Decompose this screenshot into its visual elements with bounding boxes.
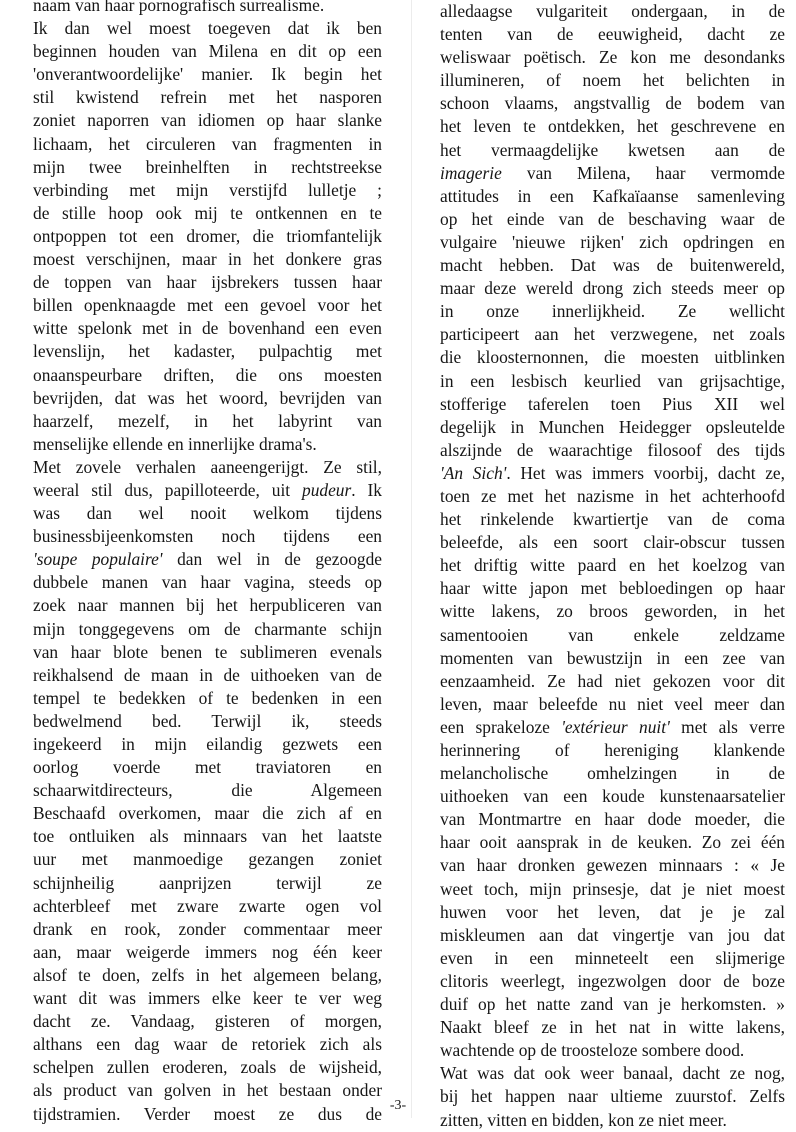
text-line [33, 133, 382, 156]
text-segment: schelpen zullen eroderen, zoals de wijsheid, [33, 1057, 382, 1078]
text-segment: op het einde van de beschaving waar de [440, 208, 785, 229]
italic-text: 'An Sich' [440, 462, 507, 483]
text-segment: tenten van de eeuwigheid, dacht ze [440, 24, 785, 45]
text-segment: tempel te bedekken of te bedenken in een [33, 687, 382, 708]
text-segment: beleefde, als een soort clair-obscur tussen [440, 532, 785, 553]
text-line [440, 716, 785, 739]
text-line [33, 456, 382, 479]
text-line [440, 439, 785, 462]
text-segment: samentooien van enkele zeldzame [440, 624, 785, 645]
text-line [440, 577, 785, 600]
text-line [33, 156, 382, 179]
text-line [440, 69, 785, 92]
text-line [33, 733, 382, 756]
text-segment: schaarwitdirecteurs, die Algemeen [33, 780, 382, 801]
text-segment: drank en rook, zonder commentaar meer [33, 918, 382, 939]
text-segment: billen openknaagde met een gevoel voor het [33, 295, 382, 316]
text-segment: in een lesbisch keurlied van grijsachtige, [440, 370, 785, 391]
text-segment: stil kwistend refrein met het nasporen [33, 87, 382, 108]
right-text-column [440, 0, 785, 1132]
page-number: -3- [389, 1098, 407, 1113]
text-segment: weeral stil dus, papilloteerde, uit [33, 479, 302, 500]
text-line [440, 901, 785, 924]
text-line [440, 162, 785, 185]
text-segment: duif op het natte zand van je herkomsten. » [440, 994, 785, 1015]
text-segment: mijn twee breinhelften in rechtstreekse [33, 156, 382, 177]
text-line [440, 739, 785, 762]
text-line [440, 670, 785, 693]
text-line [440, 23, 785, 46]
text-line [33, 525, 382, 548]
text-line [33, 618, 382, 641]
text-line [440, 416, 785, 439]
text-line [33, 1033, 382, 1056]
text-segment: althans een dag waar de retoriek zich als [33, 1034, 382, 1055]
text-line [33, 872, 382, 895]
text-segment: uur met manmoedige gezangen zoniet [33, 849, 382, 870]
text-line [440, 878, 785, 901]
text-line [440, 139, 785, 162]
text-line [440, 808, 785, 831]
text-segment: bevrijden, dat was het woord, bevrijden van [33, 387, 382, 408]
text-segment: toen ze met het nazisme in het achterhoofd [440, 485, 785, 506]
text-line [33, 1010, 382, 1033]
text-segment: momenten van bewustzijn in een zee van [440, 647, 785, 668]
text-segment: toe ontluiken als minnaars van het laatste [33, 826, 382, 847]
text-line [33, 1056, 382, 1079]
text-line [440, 508, 785, 531]
italic-text: imagerie [440, 162, 502, 183]
text-segment: ontpoppen tot een dromer, die triomfantelijk [33, 225, 382, 246]
text-line [440, 462, 785, 485]
text-line [440, 485, 785, 508]
text-segment: bedwelmend bed. Terwijl ik, steeds [33, 710, 382, 731]
text-line [33, 202, 382, 225]
text-line [440, 831, 785, 854]
text-segment: menselijke ellende en innerlijke drama's. [33, 433, 317, 454]
text-segment: aan, maar weigerde immers nog één keer [33, 941, 382, 962]
text-segment: zitten, vitten en bidden, kon ze niet meer. [440, 1109, 727, 1130]
text-line [440, 924, 785, 947]
text-line [33, 848, 382, 871]
text-segment: clitoris weerlegt, ingezwolgen door de boze [440, 970, 785, 991]
text-segment: in onze innerlijkheid. Ze wellicht [440, 301, 785, 322]
text-segment: weliswaar poëtisch. Ze kon me desondanks [440, 47, 785, 68]
text-line [440, 323, 785, 346]
text-segment: naam van haar pornografisch surrealisme. [33, 0, 325, 15]
text-line [33, 756, 382, 779]
text-segment: het driftig witte paard en het koelzog van [440, 555, 785, 576]
text-line [33, 571, 382, 594]
text-segment: ingekeerd in mijn eilandig gezwets een [33, 734, 382, 754]
text-segment: beginnen houden van Milena en dit op een [33, 41, 382, 62]
text-line [33, 317, 382, 340]
text-line [33, 779, 382, 802]
text-line [33, 387, 382, 410]
text-segment: schoon vlaams, angstvallig de bodem van [440, 93, 785, 114]
text-segment: maar deze wereld drong zich steeds meer op [440, 278, 785, 299]
text-segment: van haar blote benen te sublimeren evenals [33, 641, 382, 662]
text-segment: Naakt bleef ze in het nat in witte lakens, [440, 1017, 785, 1038]
text-line [440, 647, 785, 670]
text-line [440, 993, 785, 1016]
text-segment: als product van golven in het bestaan onder [33, 1080, 382, 1101]
text-segment: businessbijeenkomsten noch tijdens een [33, 526, 382, 547]
text-line [33, 502, 382, 525]
text-line [440, 947, 785, 970]
text-segment: wachtende op de troosteloze sombere dood. [440, 1040, 745, 1061]
text-segment: alledaagse vulgariteit ondergaan, in de [440, 1, 785, 21]
text-segment: participeert aan het verzwegene, net zoals [440, 324, 785, 345]
text-segment: schijnheilig aanprijzen terwijl ze [33, 872, 382, 893]
text-line [33, 941, 382, 964]
text-segment: dubbele manen van haar vagina, steeds op [33, 572, 382, 593]
text-segment: Wat was dat ook weer banaal, dacht ze nog, [440, 1063, 785, 1084]
text-line [440, 300, 785, 323]
italic-text: 'extérieur nuit' [561, 716, 670, 737]
text-line [33, 86, 382, 109]
text-line [440, 346, 785, 369]
text-line [440, 46, 785, 69]
text-line [33, 918, 382, 941]
text-line [33, 109, 382, 132]
text-segment: Ik dan wel moest toegeven dat ik ben [33, 18, 382, 39]
text-line [33, 17, 382, 40]
text-segment: van haar dronken gewezen minnaars : « Je [440, 855, 785, 876]
text-segment: vulgaire 'nieuwe rijken' zich opdringen en [440, 231, 785, 252]
text-segment: van Milena, haar vermomde [501, 162, 785, 183]
text-segment: tijdstramien. Verder moest ze dus de [33, 1103, 382, 1124]
text-line [440, 785, 785, 808]
text-segment: weet toch, mijn prinsesje, dat je niet moest [440, 878, 785, 899]
text-segment: even in een minneteelt een slijmerige [440, 947, 785, 968]
italic-text: pudeur [302, 479, 352, 500]
text-line [33, 271, 382, 294]
text-line [440, 554, 785, 577]
text-segment: verbinding met mijn verstijfd lulletje ; [33, 179, 382, 200]
text-line [33, 825, 382, 848]
text-line [33, 63, 382, 86]
text-line [33, 687, 382, 710]
text-segment: dan wel in de gezoogde [162, 549, 382, 570]
text-segment: reikhalsend de maan in de uithoeken van de [33, 664, 382, 685]
text-line [33, 479, 382, 502]
text-segment: haar witte japon met bebloedingen op haar [440, 578, 785, 599]
text-line [440, 370, 785, 393]
text-segment: leven, maar beleefde nu niet veel meer dan [440, 693, 785, 714]
text-segment: macht hebben. Dat was de buitenwereld, [440, 255, 785, 276]
text-line [440, 970, 785, 993]
text-line [33, 895, 382, 918]
text-segment: . Het was immers voorbij, dacht ze, [506, 462, 786, 483]
text-line [440, 531, 785, 554]
text-segment: melancholische omhelzingen in de [440, 763, 785, 784]
text-line [440, 854, 785, 877]
text-line [33, 987, 382, 1010]
text-line [440, 762, 785, 785]
text-line [440, 185, 785, 208]
text-segment: huwen voor het leven, dat je je zal [440, 901, 785, 922]
text-segment: want dit was immers elke keer te ver weg [33, 988, 382, 1009]
text-line [33, 802, 382, 825]
text-segment: dacht ze. Vandaag, gisteren of morgen, [33, 1011, 382, 1032]
text-segment: uithoeken van een koude kunstenaarsatelier [440, 786, 785, 807]
column-fold-line [411, 0, 412, 1118]
text-segment: levenslijn, het kadaster, pulpachtig met [33, 341, 382, 362]
text-line [440, 624, 785, 647]
text-line [33, 340, 382, 363]
text-line [440, 208, 785, 231]
text-segment: lichaam, het circuleren van fragmenten in [33, 133, 382, 154]
text-line [33, 410, 382, 433]
text-line [440, 254, 785, 277]
text-segment: illumineren, of noem het belichten in [440, 70, 785, 91]
text-line [440, 600, 785, 623]
text-segment: van Montmartre en haar dode moeder, die [440, 809, 785, 830]
text-line [33, 710, 382, 733]
text-segment: 'onverantwoordelijke' manier. Ik begin het [33, 64, 382, 85]
text-segment: alsof te doen, zelfs in het algemeen belang, [33, 964, 382, 985]
text-segment: de stille hoop ook mij te ontkennen en te [33, 202, 382, 223]
text-segment: eenzaamheid. Ze had niet gekozen voor dit [440, 670, 785, 691]
text-line [33, 225, 382, 248]
text-segment: alszijnde de waarachtige filosoof des tijds [440, 439, 785, 460]
italic-text: 'soupe populaire' [33, 549, 163, 570]
text-segment: de toppen van haar ijsbrekers tussen haar [33, 272, 382, 293]
text-line [440, 0, 785, 23]
text-segment: herinnering of hereniging klankende [440, 740, 785, 760]
text-segment: Met zovele verhalen aaneengerijgt. Ze stil, [33, 456, 382, 477]
text-line [440, 1062, 785, 1085]
text-segment: miskleumen aan dat vingertje van jou dat [440, 924, 785, 945]
text-line [440, 115, 785, 138]
text-segment: onaanspeurbare driften, die ons moesten [33, 364, 382, 385]
text-line [440, 277, 785, 300]
text-segment: het leven te ontdekken, het geschrevene en [440, 116, 785, 137]
text-line [440, 693, 785, 716]
text-line [440, 1039, 785, 1062]
text-line [33, 664, 382, 687]
text-segment: het rinkelende kwartiertje van de coma [440, 509, 785, 530]
text-line [33, 294, 382, 317]
text-segment: zoek naar mannen bij het herpubliceren van [33, 595, 382, 616]
text-segment: Beschaafd overkomen, maar die zich af en [33, 803, 382, 824]
text-segment: mijn tonggegevens om de charmante schijn [33, 618, 382, 639]
text-segment: haar ooit aansprak in de keuken. Zo zei één [440, 832, 785, 853]
text-segment: attitudes in een Kafkaïaanse samenleving [440, 185, 785, 206]
text-line [33, 641, 382, 664]
text-segment: moest verschijnen, maar in het donkere gras [33, 249, 382, 270]
left-text-column [33, 0, 382, 1126]
text-line [33, 40, 382, 63]
text-segment: zoniet naporren van idiomen op haar slanke [33, 110, 382, 131]
text-segment: witte lakens, zo broos geworden, in het [440, 601, 785, 622]
text-segment: . Ik [351, 479, 382, 500]
text-line [33, 179, 382, 202]
text-segment: een sprakeloze [440, 716, 562, 737]
text-line [33, 548, 382, 571]
text-line [33, 964, 382, 987]
text-segment: het vermaagdelijke kwetsen aan de [440, 139, 785, 160]
text-line [440, 92, 785, 115]
text-segment: oorlog voerde met traviatoren en [33, 757, 382, 778]
text-segment: witte spelonk met in de bovenhand een even [33, 318, 382, 339]
text-line [33, 433, 382, 456]
text-segment: stofferige taferelen toen Pius XII wel [440, 393, 785, 414]
text-line [440, 393, 785, 416]
text-line [33, 364, 382, 387]
text-segment: bij het happen naar ultieme zuurstof. Zelfs [440, 1086, 785, 1107]
text-line [440, 231, 785, 254]
text-segment: degelijk in Munchen Heidegger opsleutelde [440, 416, 785, 437]
text-segment: was dan wel nooit welkom tijdens [33, 503, 382, 524]
text-segment: met als verre [669, 716, 785, 737]
text-line [440, 1016, 785, 1039]
text-segment: haarzelf, mezelf, in het labyrint van [33, 410, 382, 431]
text-line [33, 0, 382, 17]
text-line [33, 248, 382, 271]
text-segment: die kloosternonnen, die moesten uitblinken [440, 347, 785, 368]
text-line [33, 594, 382, 617]
text-segment: achterbleef met zware zwarte ogen vol [33, 895, 382, 916]
